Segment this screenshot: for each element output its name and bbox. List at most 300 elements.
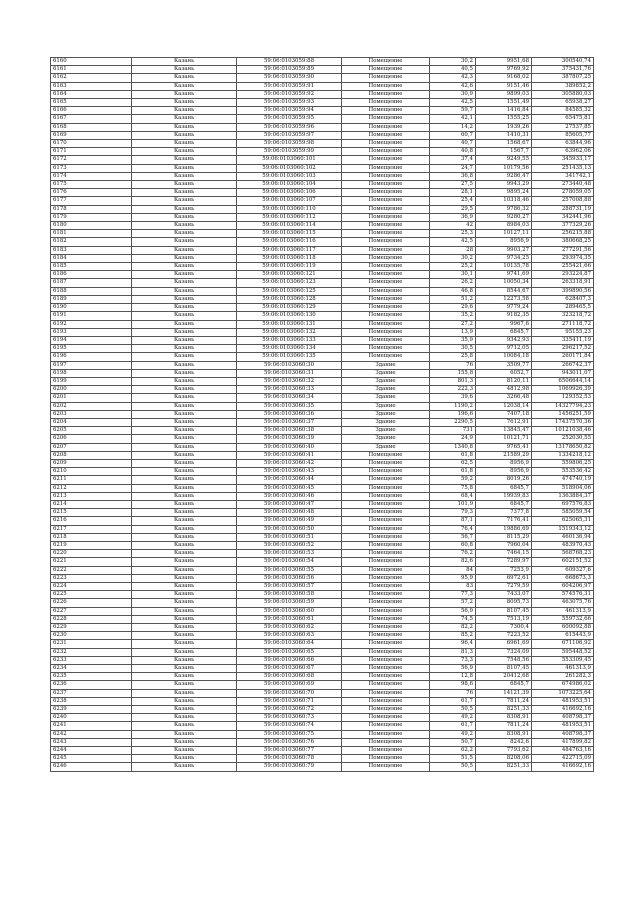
area-cell: 35,2 xyxy=(430,312,476,320)
table-row xyxy=(51,681,594,689)
row-number-cell: 6188 xyxy=(51,287,132,295)
cadastral-value-cell: 277291,56 xyxy=(532,246,594,254)
unit-price-cell: 9734,25 xyxy=(476,254,532,262)
cadastral-number-cell: 59:06:0103060:77 xyxy=(237,747,342,755)
object-type-cell: Помещение xyxy=(342,624,430,632)
row-number-cell: 6198 xyxy=(51,369,132,377)
cadastral-number-cell: 59:06:0103060:58 xyxy=(237,591,342,599)
table-row xyxy=(51,574,594,582)
cadastral-value-cell: 261282,3 xyxy=(532,673,594,681)
object-type-cell: Помещение xyxy=(342,648,430,656)
row-number-cell: 6240 xyxy=(51,714,132,722)
unit-price-cell: 10050,34 xyxy=(476,279,532,287)
object-type-cell: Помещение xyxy=(342,295,430,303)
cadastral-number-cell: 59:06:0103060:35 xyxy=(237,402,342,410)
area-cell: 83 xyxy=(430,583,476,591)
cadastral-value-cell: 293224,87 xyxy=(532,271,594,279)
area-cell: 731 xyxy=(430,427,476,435)
unit-price-cell: 10084,18 xyxy=(476,353,532,361)
table-row xyxy=(51,189,594,197)
cadastral-value-cell: 483970,43 xyxy=(532,541,594,549)
cadastral-number-cell: 59:06:0103060:61 xyxy=(237,615,342,623)
object-type-cell: Помещение xyxy=(342,738,430,746)
cadastral-value-cell: 674986,02 xyxy=(532,681,594,689)
city-cell: Казань xyxy=(132,246,237,254)
area-cell: 56,9 xyxy=(430,607,476,615)
cadastral-number-cell: 59:06:0103059:98 xyxy=(237,140,342,148)
area-cell: 42 xyxy=(430,222,476,230)
area-cell: 61,7 xyxy=(430,722,476,730)
table-row xyxy=(51,402,594,410)
table-row xyxy=(51,345,594,353)
table-row xyxy=(51,312,594,320)
unit-price-cell: 9779,24 xyxy=(476,304,532,312)
unit-price-cell: 14121,39 xyxy=(476,689,532,697)
unit-price-cell: 3509,77 xyxy=(476,361,532,369)
unit-price-cell: 7960,04 xyxy=(476,541,532,549)
area-cell: 60,7 xyxy=(430,131,476,139)
table-row xyxy=(51,295,594,303)
object-type-cell: Помещение xyxy=(342,58,430,66)
unit-price-cell: 7513,19 xyxy=(476,615,532,623)
cadastral-value-cell: 1456251,59 xyxy=(532,410,594,418)
cadastral-number-cell: 59:06:0103060:114 xyxy=(237,222,342,230)
cadastral-value-cell: 14327794,23 xyxy=(532,402,594,410)
cadastral-number-cell: 59:06:0103060:52 xyxy=(237,541,342,549)
table-row xyxy=(51,107,594,115)
object-type-cell: Помещение xyxy=(342,230,430,238)
cadastral-number-cell: 59:06:0103060:118 xyxy=(237,254,342,262)
city-cell: Казань xyxy=(132,287,237,295)
table-row xyxy=(51,279,594,287)
area-cell: 26,2 xyxy=(430,279,476,287)
cadastral-number-cell: 59:06:0103060:57 xyxy=(237,583,342,591)
cadastral-number-cell: 59:06:0103060:123 xyxy=(237,279,342,287)
row-number-cell: 6171 xyxy=(51,148,132,156)
object-type-cell: Помещение xyxy=(342,476,430,484)
table-row xyxy=(51,591,594,599)
city-cell: Казань xyxy=(132,583,237,591)
row-number-cell: 6190 xyxy=(51,304,132,312)
unit-price-cell: 8107,45 xyxy=(476,665,532,673)
table-row xyxy=(51,263,594,271)
cadastral-value-cell: 300540,74 xyxy=(532,58,594,66)
area-cell: 42,1 xyxy=(430,115,476,123)
row-number-cell: 6208 xyxy=(51,451,132,459)
object-type-cell: Помещение xyxy=(342,500,430,508)
area-cell: 30,5 xyxy=(430,345,476,353)
table-row xyxy=(51,82,594,90)
unit-price-cell: 7407,18 xyxy=(476,410,532,418)
city-cell: Казань xyxy=(132,624,237,632)
table-row xyxy=(51,583,594,591)
object-type-cell: Помещение xyxy=(342,509,430,517)
object-type-cell: Помещение xyxy=(342,517,430,525)
cadastral-value-cell: 417899,82 xyxy=(532,738,594,746)
area-cell: 39,6 xyxy=(430,394,476,402)
unit-price-cell: 8107,45 xyxy=(476,607,532,615)
cadastral-number-cell: 59:06:0103059:97 xyxy=(237,131,342,139)
city-cell: Казань xyxy=(132,377,237,385)
object-type-cell: Помещение xyxy=(342,205,430,213)
table-row xyxy=(51,492,594,500)
unit-price-cell: 7464,15 xyxy=(476,550,532,558)
city-cell: Казань xyxy=(132,304,237,312)
unit-price-cell: 9967,6 xyxy=(476,320,532,328)
cadastral-number-cell: 59:06:0103060:34 xyxy=(237,394,342,402)
row-number-cell: 6200 xyxy=(51,386,132,394)
table-row xyxy=(51,747,594,755)
area-cell: 30,1 xyxy=(430,271,476,279)
table-row xyxy=(51,164,594,172)
cadastral-value-cell: 481953,51 xyxy=(532,697,594,705)
cadastral-number-cell: 59:06:0103059:92 xyxy=(237,90,342,98)
row-number-cell: 6185 xyxy=(51,263,132,271)
cadastral-value-cell: 260171,84 xyxy=(532,353,594,361)
cadastral-value-cell: 63962,06 xyxy=(532,148,594,156)
unit-price-cell: 9769,92 xyxy=(476,66,532,74)
table-row xyxy=(51,755,594,763)
city-cell: Казань xyxy=(132,140,237,148)
row-number-cell: 6175 xyxy=(51,181,132,189)
area-cell: 76,4 xyxy=(430,525,476,533)
unit-price-cell: 9168,02 xyxy=(476,74,532,82)
area-cell: 30,2 xyxy=(430,254,476,262)
object-type-cell: Помещение xyxy=(342,599,430,607)
cadastral-number-cell: 59:06:0103059:93 xyxy=(237,99,342,107)
area-cell: 49,2 xyxy=(430,730,476,738)
object-type-cell: Помещение xyxy=(342,492,430,500)
city-cell: Казань xyxy=(132,689,237,697)
unit-price-cell: 9182,35 xyxy=(476,312,532,320)
table-row xyxy=(51,320,594,328)
unit-price-cell: 1551,49 xyxy=(476,99,532,107)
unit-price-cell: 9765,41 xyxy=(476,443,532,451)
cadastral-value-cell: 65938,27 xyxy=(532,99,594,107)
unit-price-cell: 8544,67 xyxy=(476,287,532,295)
unit-price-cell: 8115,29 xyxy=(476,533,532,541)
cadastral-number-cell: 59:06:0103060:76 xyxy=(237,738,342,746)
area-cell: 24,7 xyxy=(430,164,476,172)
object-type-cell: Помещение xyxy=(342,222,430,230)
object-type-cell: Помещение xyxy=(342,607,430,615)
unit-price-cell: 6845,7 xyxy=(476,681,532,689)
area-cell: 801,3 xyxy=(430,377,476,385)
area-cell: 25,8 xyxy=(430,353,476,361)
cadastral-number-cell: 59:06:0103060:70 xyxy=(237,689,342,697)
table-body xyxy=(51,58,594,772)
cadastral-number-cell: 59:06:0103060:117 xyxy=(237,246,342,254)
city-cell: Казань xyxy=(132,755,237,763)
area-cell: 51,5 xyxy=(430,755,476,763)
row-number-cell: 6183 xyxy=(51,246,132,254)
cadastral-number-cell: 59:06:0103060:101 xyxy=(237,156,342,164)
row-number-cell: 6186 xyxy=(51,271,132,279)
row-number-cell: 6226 xyxy=(51,599,132,607)
cadastral-number-cell: 59:06:0103060:32 xyxy=(237,377,342,385)
row-number-cell: 6168 xyxy=(51,123,132,131)
cadastral-value-cell: 335411,19 xyxy=(532,336,594,344)
cadastral-value-cell: 461313,9 xyxy=(532,607,594,615)
unit-price-cell: 6961,69 xyxy=(476,640,532,648)
cadastral-number-cell: 59:06:0103060:36 xyxy=(237,410,342,418)
unit-price-cell: 10135,78 xyxy=(476,263,532,271)
row-number-cell: 6174 xyxy=(51,172,132,180)
cadastral-value-cell: 585059,54 xyxy=(532,509,594,517)
area-cell: 1340,8 xyxy=(430,443,476,451)
area-cell: 2290,5 xyxy=(430,418,476,426)
city-cell: Казань xyxy=(132,459,237,467)
unit-price-cell: 7548,56 xyxy=(476,656,532,664)
table-row xyxy=(51,131,594,139)
unit-price-cell: 8308,91 xyxy=(476,730,532,738)
object-type-cell: Помещение xyxy=(342,583,430,591)
cadastral-number-cell: 59:06:0103060:59 xyxy=(237,599,342,607)
row-number-cell: 6180 xyxy=(51,222,132,230)
table-row xyxy=(51,525,594,533)
cadastral-number-cell: 59:06:0103060:44 xyxy=(237,476,342,484)
city-cell: Казань xyxy=(132,550,237,558)
unit-price-cell: 9895,24 xyxy=(476,189,532,197)
unit-price-cell: 1567,7 xyxy=(476,148,532,156)
table-row xyxy=(51,443,594,451)
city-cell: Казань xyxy=(132,230,237,238)
row-number-cell: 6246 xyxy=(51,763,132,771)
area-cell: 28,1 xyxy=(430,189,476,197)
area-cell: 40,8 xyxy=(430,148,476,156)
area-cell: 74,5 xyxy=(430,615,476,623)
object-type-cell: Здание xyxy=(342,418,430,426)
table-row xyxy=(51,353,594,361)
table-row xyxy=(51,459,594,467)
cadastral-number-cell: 59:06:0103059:99 xyxy=(237,148,342,156)
row-number-cell: 6199 xyxy=(51,377,132,385)
area-cell: 96,4 xyxy=(430,640,476,648)
area-cell: 29,6 xyxy=(430,304,476,312)
cadastral-number-cell: 59:06:0103060:74 xyxy=(237,722,342,730)
unit-price-cell: 12273,58 xyxy=(476,295,532,303)
table-row xyxy=(51,500,594,508)
unit-price-cell: 21589,29 xyxy=(476,451,532,459)
city-cell: Казань xyxy=(132,345,237,353)
row-number-cell: 6218 xyxy=(51,533,132,541)
cadastral-value-cell: 553536,42 xyxy=(532,468,594,476)
cadastral-value-cell: 256215,88 xyxy=(532,230,594,238)
cadastral-value-cell: 6506644,14 xyxy=(532,377,594,385)
unit-price-cell: 8120,11 xyxy=(476,377,532,385)
area-cell: 76 xyxy=(430,689,476,697)
table-row xyxy=(51,706,594,714)
city-cell: Казань xyxy=(132,181,237,189)
area-cell: 61,8 xyxy=(430,468,476,476)
row-number-cell: 6203 xyxy=(51,410,132,418)
city-cell: Казань xyxy=(132,665,237,673)
cadastral-value-cell: 263318,91 xyxy=(532,279,594,287)
table-row xyxy=(51,607,594,615)
row-number-cell: 6244 xyxy=(51,747,132,755)
cadastral-value-cell: 628407,3 xyxy=(532,295,594,303)
object-type-cell: Помещение xyxy=(342,541,430,549)
city-cell: Казань xyxy=(132,443,237,451)
unit-price-cell: 9342,93 xyxy=(476,336,532,344)
object-type-cell: Помещение xyxy=(342,615,430,623)
cadastral-number-cell: 59:06:0103060:54 xyxy=(237,558,342,566)
cadastral-value-cell: 416692,16 xyxy=(532,706,594,714)
cadastral-value-cell: 484763,16 xyxy=(532,747,594,755)
table-row xyxy=(51,517,594,525)
object-type-cell: Помещение xyxy=(342,164,430,172)
table-row xyxy=(51,541,594,549)
object-type-cell: Помещение xyxy=(342,156,430,164)
area-cell: 42,6 xyxy=(430,82,476,90)
cadastral-value-cell: 943011,07 xyxy=(532,369,594,377)
row-number-cell: 6229 xyxy=(51,624,132,632)
cadastral-value-cell: 387807,25 xyxy=(532,74,594,82)
cadastral-number-cell: 59:06:0103060:121 xyxy=(237,271,342,279)
area-cell: 25,3 xyxy=(430,230,476,238)
cadastral-number-cell: 59:06:0103060:102 xyxy=(237,164,342,172)
cadastral-value-cell: 574576,31 xyxy=(532,591,594,599)
city-cell: Казань xyxy=(132,353,237,361)
table-row xyxy=(51,615,594,623)
cadastral-number-cell: 59:06:0103060:37 xyxy=(237,418,342,426)
object-type-cell: Помещение xyxy=(342,131,430,139)
row-number-cell: 6176 xyxy=(51,189,132,197)
city-cell: Казань xyxy=(132,648,237,656)
unit-price-cell: 4812,98 xyxy=(476,386,532,394)
city-cell: Казань xyxy=(132,525,237,533)
unit-price-cell: 13845,47 xyxy=(476,427,532,435)
cadastral-value-cell: 399890,56 xyxy=(532,287,594,295)
table-row xyxy=(51,558,594,566)
area-cell: 57,2 xyxy=(430,599,476,607)
table-row xyxy=(51,115,594,123)
area-cell: 35,9 xyxy=(430,336,476,344)
row-number-cell: 6228 xyxy=(51,615,132,623)
cadastral-value-cell: 257008,88 xyxy=(532,197,594,205)
unit-price-cell: 1555,25 xyxy=(476,115,532,123)
object-type-cell: Помещение xyxy=(342,525,430,533)
city-cell: Казань xyxy=(132,500,237,508)
object-type-cell: Помещение xyxy=(342,722,430,730)
object-type-cell: Помещение xyxy=(342,689,430,697)
table-row xyxy=(51,410,594,418)
object-type-cell: Помещение xyxy=(342,345,430,353)
city-cell: Казань xyxy=(132,312,237,320)
unit-price-cell: 9899,03 xyxy=(476,90,532,98)
table-row xyxy=(51,476,594,484)
area-cell: 196,6 xyxy=(430,410,476,418)
row-number-cell: 6204 xyxy=(51,418,132,426)
city-cell: Казань xyxy=(132,197,237,205)
cadastral-value-cell: 341742,1 xyxy=(532,172,594,180)
area-cell: 28 xyxy=(430,246,476,254)
unit-price-cell: 9741,69 xyxy=(476,271,532,279)
city-cell: Казань xyxy=(132,468,237,476)
object-type-cell: Помещение xyxy=(342,656,430,664)
unit-price-cell: 9943,29 xyxy=(476,181,532,189)
cadastral-number-cell: 59:06:0103059:96 xyxy=(237,123,342,131)
cadastral-number-cell: 59:06:0103060:132 xyxy=(237,328,342,336)
row-number-cell: 6182 xyxy=(51,238,132,246)
cadastral-number-cell: 59:06:0103060:63 xyxy=(237,632,342,640)
cadastral-number-cell: 59:06:0103060:45 xyxy=(237,484,342,492)
cadastral-value-cell: 95155,23 xyxy=(532,328,594,336)
cadastral-value-cell: 461313,9 xyxy=(532,665,594,673)
area-cell: 56,9 xyxy=(430,665,476,673)
row-number-cell: 6232 xyxy=(51,648,132,656)
area-cell: 59,2 xyxy=(430,476,476,484)
row-number-cell: 6237 xyxy=(51,689,132,697)
area-cell: 77,3 xyxy=(430,591,476,599)
area-cell: 61,7 xyxy=(430,697,476,705)
cadastral-value-cell: 252030,55 xyxy=(532,435,594,443)
city-cell: Казань xyxy=(132,673,237,681)
cadastral-value-cell: 460136,94 xyxy=(532,533,594,541)
area-cell: 73,3 xyxy=(430,656,476,664)
row-number-cell: 6178 xyxy=(51,205,132,213)
city-cell: Казань xyxy=(132,369,237,377)
cadastral-number-cell: 59:06:0103060:60 xyxy=(237,607,342,615)
table-row xyxy=(51,738,594,746)
row-number-cell: 6217 xyxy=(51,525,132,533)
table-row xyxy=(51,197,594,205)
unit-price-cell: 8251,33 xyxy=(476,763,532,771)
city-cell: Казань xyxy=(132,574,237,582)
object-type-cell: Помещение xyxy=(342,140,430,148)
table-row xyxy=(51,632,594,640)
cadastral-value-cell: 129352,53 xyxy=(532,394,594,402)
object-type-cell: Здание xyxy=(342,369,430,377)
object-type-cell: Помещение xyxy=(342,263,430,271)
row-number-cell: 6241 xyxy=(51,722,132,730)
city-cell: Казань xyxy=(132,148,237,156)
row-number-cell: 6234 xyxy=(51,665,132,673)
cadastral-value-cell: 1363884,37 xyxy=(532,492,594,500)
row-number-cell: 6173 xyxy=(51,164,132,172)
cadastral-value-cell: 602151,52 xyxy=(532,558,594,566)
object-type-cell: Помещение xyxy=(342,287,430,295)
cadastral-value-cell: 266742,37 xyxy=(532,361,594,369)
cadastral-number-cell: 59:06:0103060:66 xyxy=(237,656,342,664)
city-cell: Казань xyxy=(132,107,237,115)
cadastral-value-cell: 255421,66 xyxy=(532,263,594,271)
city-cell: Казань xyxy=(132,82,237,90)
area-cell: 29,5 xyxy=(430,205,476,213)
city-cell: Казань xyxy=(132,509,237,517)
cadastral-value-cell: 625065,31 xyxy=(532,517,594,525)
area-cell: 56,7 xyxy=(430,533,476,541)
area-cell: 42,3 xyxy=(430,74,476,82)
unit-price-cell: 12038,14 xyxy=(476,402,532,410)
table-row xyxy=(51,58,594,66)
cadastral-number-cell: 59:06:0103060:40 xyxy=(237,443,342,451)
object-type-cell: Помещение xyxy=(342,148,430,156)
city-cell: Казань xyxy=(132,632,237,640)
cadastral-value-cell: 615443,9 xyxy=(532,632,594,640)
row-number-cell: 6238 xyxy=(51,697,132,705)
object-type-cell: Помещение xyxy=(342,706,430,714)
cadastral-number-cell: 59:06:0103060:71 xyxy=(237,697,342,705)
cadastral-value-cell: 273440,48 xyxy=(532,181,594,189)
cadastral-number-cell: 59:06:0103060:53 xyxy=(237,550,342,558)
table-row xyxy=(51,386,594,394)
area-cell: 46,8 xyxy=(430,287,476,295)
area-cell: 222,3 xyxy=(430,386,476,394)
cadastral-value-cell: 27537,85 xyxy=(532,123,594,131)
cadastral-number-cell: 59:06:0103060:31 xyxy=(237,369,342,377)
cadastral-value-cell: 375431,76 xyxy=(532,66,594,74)
